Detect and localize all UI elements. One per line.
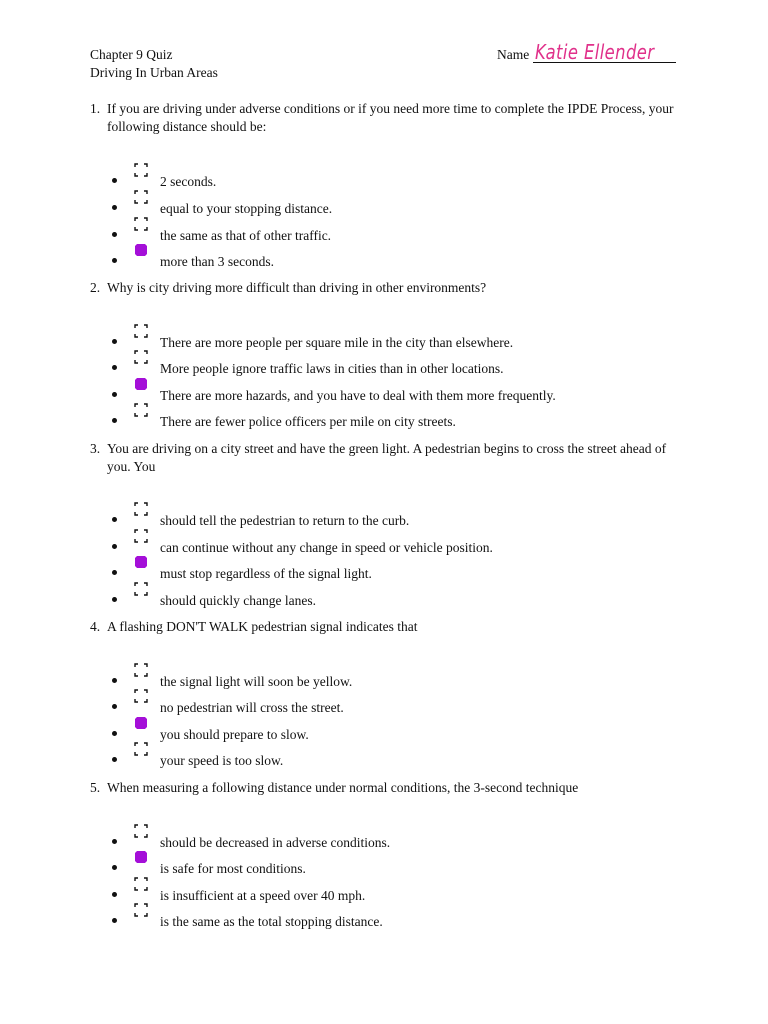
answer-label: more than 3 seconds.: [160, 254, 274, 269]
answer-label: is insufficient at a speed over 40 mph.: [160, 888, 366, 903]
checked-box-icon[interactable]: [134, 850, 147, 863]
answer-label: There are fewer police officers per mile on city streets.: [160, 414, 456, 429]
answer-label: should be decreased in adverse conditions.: [160, 835, 391, 850]
checkbox-icon[interactable]: [134, 663, 147, 676]
bullet-icon: [112, 178, 117, 183]
checkbox-icon[interactable]: [134, 217, 147, 230]
quiz-subtitle: Driving In Urban Areas: [90, 65, 218, 80]
bullet-icon: [112, 704, 117, 709]
checkbox-icon[interactable]: [134, 529, 147, 542]
checkbox-icon[interactable]: [134, 689, 147, 702]
bullet-icon: [112, 839, 117, 844]
answer-label: should quickly change lanes.: [160, 593, 316, 608]
checkbox-icon[interactable]: [134, 350, 147, 363]
bullet-icon: [112, 757, 117, 762]
checkbox-icon[interactable]: [134, 877, 147, 890]
answer-label: There are more people per square mile in the city than elsewhere.: [160, 335, 514, 350]
answer-label: your speed is too slow.: [160, 753, 284, 768]
bullet-icon: [112, 365, 117, 370]
answer-label: 2 seconds.: [160, 174, 217, 189]
checked-box-icon[interactable]: [134, 243, 147, 256]
checkbox-icon[interactable]: [134, 582, 147, 595]
question-text: Why is city driving more difficult than driving in other environments?: [107, 280, 487, 295]
bullet-icon: [112, 570, 117, 575]
answer-label: should tell the pedestrian to return to the curb.: [160, 513, 410, 528]
answer-label: no pedestrian will cross the street.: [160, 700, 344, 715]
bullet-icon: [112, 418, 117, 423]
question-number: 5.: [90, 780, 101, 795]
question-number: 3.: [90, 441, 101, 456]
answer-label: the signal light will soon be yellow.: [160, 674, 353, 689]
answer-label: the same as that of other traffic.: [160, 228, 332, 243]
question-number: 1.: [90, 101, 101, 116]
checked-box-icon[interactable]: [134, 555, 147, 568]
checkbox-icon[interactable]: [134, 403, 147, 416]
question-3: [90, 440, 680, 476]
bullet-icon: [112, 232, 117, 237]
bullet-icon: [112, 392, 117, 397]
answer-label: There are more hazards, and you have to deal with them more frequently.: [160, 388, 556, 403]
question-number: 4.: [90, 619, 101, 634]
checkbox-icon[interactable]: [134, 824, 147, 837]
checked-box-icon[interactable]: [134, 377, 147, 390]
header-left: [90, 46, 218, 82]
bullet-icon: [112, 258, 117, 263]
bullet-icon: [112, 544, 117, 549]
answer-label: equal to your stopping distance.: [160, 201, 333, 216]
quiz-title: Chapter 9 Quiz: [90, 47, 173, 62]
bullet-icon: [112, 339, 117, 344]
checkbox-icon[interactable]: [134, 324, 147, 337]
answer-label: is safe for most conditions.: [160, 861, 306, 876]
bullet-icon: [112, 205, 117, 210]
question-4: [90, 618, 680, 636]
question-text: When measuring a following distance under normal conditions, the 3-second technique: [107, 780, 579, 795]
answer-label: you should prepare to slow.: [160, 727, 309, 742]
bullet-icon: [112, 865, 117, 870]
name-label: Name: [497, 47, 530, 62]
answer-label: must stop regardless of the signal light.: [160, 566, 372, 581]
name-signature: Katie Ellender: [535, 40, 655, 64]
question-text: A flashing DON'T WALK pedestrian signal indicates that: [107, 619, 418, 634]
checkbox-icon[interactable]: [134, 502, 147, 515]
bullet-icon: [112, 597, 117, 602]
checkbox-icon[interactable]: [134, 903, 147, 916]
question-2: [90, 279, 680, 297]
checkbox-icon[interactable]: [134, 742, 147, 755]
bullet-icon: [112, 731, 117, 736]
question-number: 2.: [90, 280, 101, 295]
bullet-icon: [112, 918, 117, 923]
question-5: [90, 779, 680, 797]
answer-label: can continue without any change in speed or vehicle position.: [160, 540, 493, 555]
bullet-icon: [112, 517, 117, 522]
bullet-icon: [112, 892, 117, 897]
question-text: If you are driving under adverse conditions or if you need more time to complete the IPDE Process, your following distance should be:: [107, 101, 674, 134]
checkbox-icon[interactable]: [134, 190, 147, 203]
checked-box-icon[interactable]: [134, 716, 147, 729]
question-text: You are driving on a city street and have the green light. A pedestrian begins to cross the street ahead of you. You: [107, 441, 667, 474]
bullet-icon: [112, 678, 117, 683]
question-1: [90, 100, 680, 136]
checkbox-icon[interactable]: [134, 163, 147, 176]
answer-label: is the same as the total stopping distance.: [160, 914, 383, 929]
answer-label: More people ignore traffic laws in cities than in other locations.: [160, 361, 504, 376]
